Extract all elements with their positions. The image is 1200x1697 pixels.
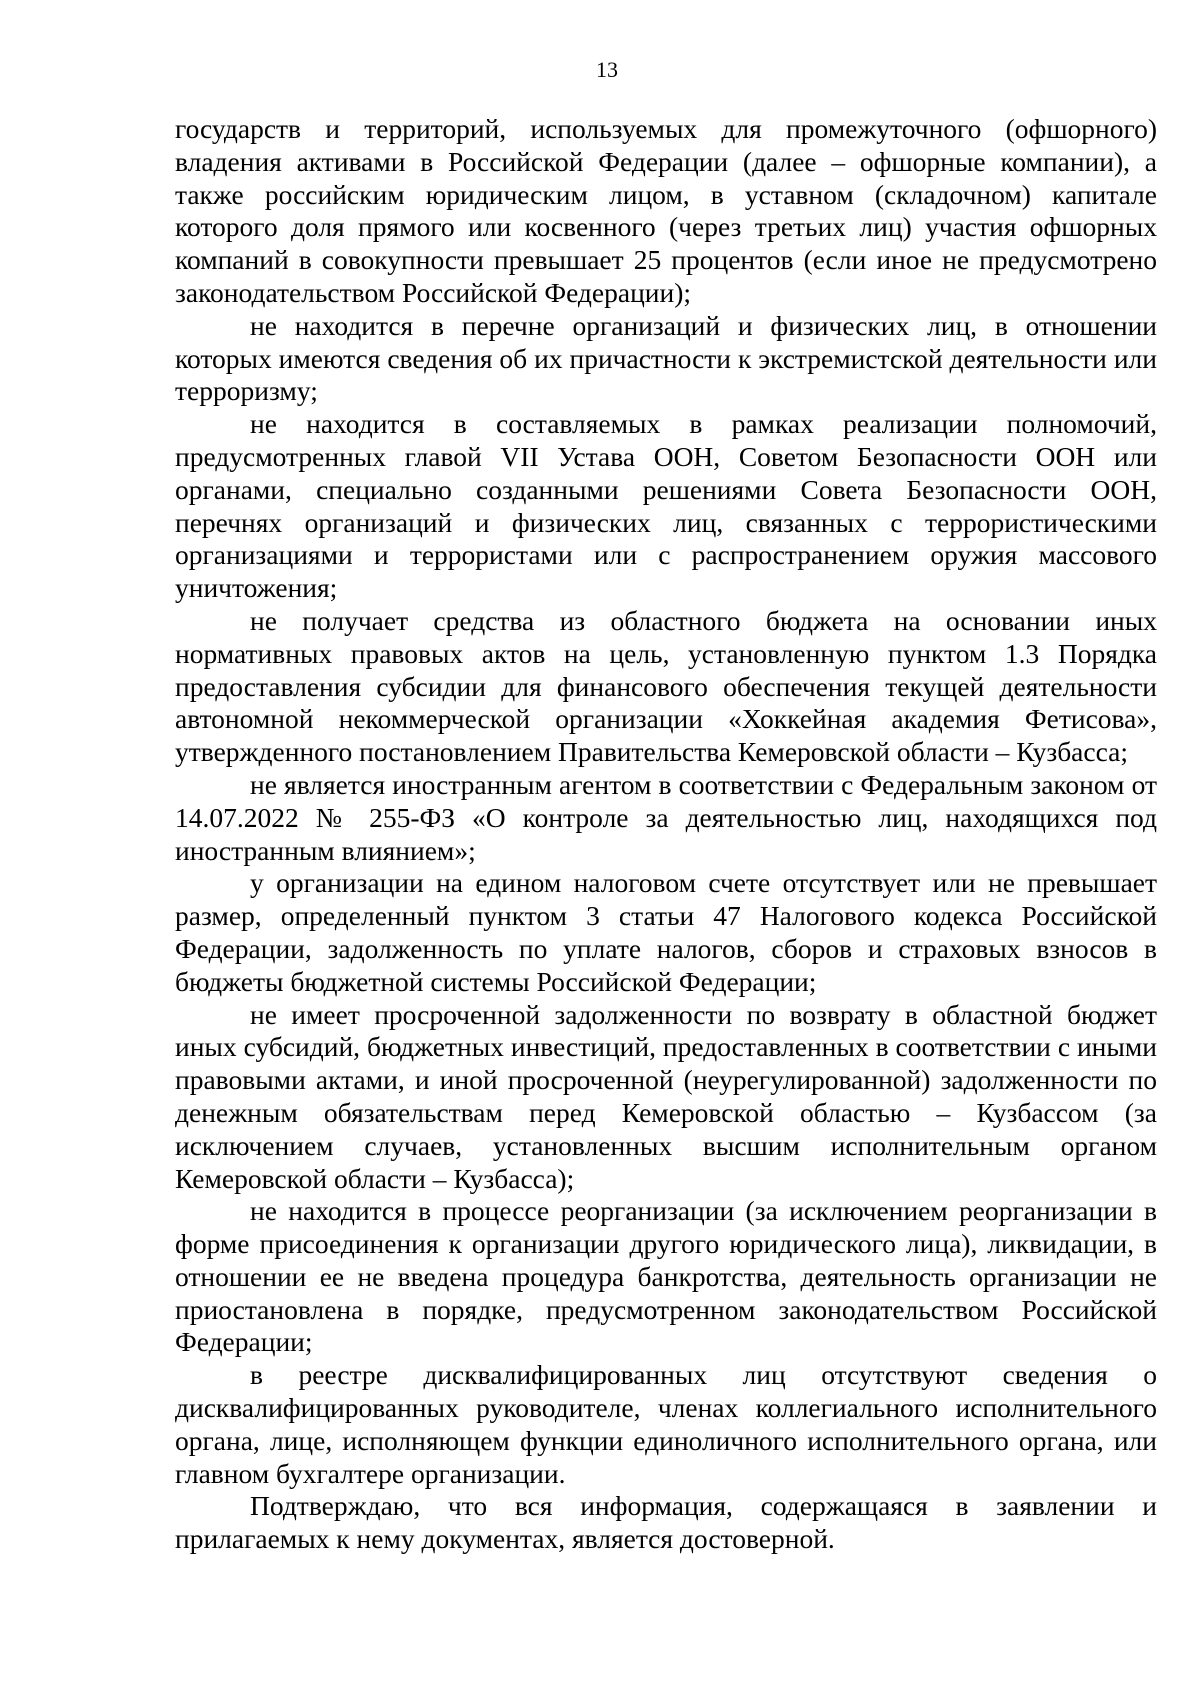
page-number: 13 <box>596 57 618 82</box>
paragraph-offshore-continuation: государств и территорий, используемых для промежуточного (офшорного) владения активами в Российской Федерации (далее – офшорные компании), а также российским юридическим лицом, в уставном (складочном) капитале которого доля прямого или косвенного (через третьих лиц) участия офшорных компаний в совокупности превышает 25 процентов (если иное не предусмотрено законодательством Российской Федерации); <box>175 113 1157 308</box>
paragraph-confirmation: Подтверждаю, что вся информация, содержащаяся в заявлении и прилагаемых к нему документах, является достоверной. <box>175 1490 1157 1555</box>
paragraph-overdue-debt: не имеет просроченной задолженности по возврату в областной бюджет иных субсидий, бюджетных инвестиций, предоставленных в соответствии с иными правовыми актами, и иной просроченной (неурегулированной) задолженности по денежным обязательствам перед Кемеровской областью – Кузбассом (за исключением случаев, установленных высшим исполнительным органом Кемеровской области – Кузбасса); <box>175 998 1157 1194</box>
paragraph-other-budget-funds: не получает средства из областного бюджета на основании иных нормативных правовых актов на цель, установленную пунктом 1.3 Порядка предоставления субсидии для финансового обеспечения текущей деятельности автономной некоммерческой организации «Хоккейная академия Фетисова», утвержденного постановлением Правительства Кемеровской области – Кузбасса; <box>175 604 1157 768</box>
paragraph-tax-debt: у организации на едином налоговом счете отсутствует или не превышает размер, определенный пунктом 3 статьи 47 Налогового кодекса Российской Федерации, задолженность по уплате налогов, сборов и страховых взносов в бюджеты бюджетной системы Российской Федерации; <box>175 867 1157 997</box>
paragraph-reorganization: не находится в процессе реорганизации (за исключением реорганизации в форме присоединения к организации другого юридического лица), ликвидации, в отношении ее не введена процедура банкротства, деятельность организации не приостановлена в порядке, предусмотренном законодательством Российской Федерации; <box>175 1195 1157 1358</box>
paragraph-foreign-agent: не является иностранным агентом в соответствии с Федеральным законом от 14.07.2022 № 255-ФЗ «О контроле за деятельностью лиц, находящихся под иностранным влиянием»; <box>175 768 1157 866</box>
document-body <box>175 113 1157 1556</box>
paragraph-un-sanctions-list: не находится в составляемых в рамках реализации полномочий, предусмотренных главой VII Устава ООН, Советом Безопасности ООН или органами, специально созданными решениями Совета Безопасности ООН, перечнях организаций и физических лиц, связанных с террористическими организациями и террористами или с распространением оружия массового уничтожения; <box>175 408 1157 604</box>
paragraph-disqualified-persons: в реестре дисквалифицированных лиц отсутствуют сведения о дисквалифицированных руководителе, членах коллегиального исполнительного органа, лице, исполняющем функции единоличного исполнительного органа, или главном бухгалтере организации. <box>175 1359 1157 1489</box>
paragraph-extremism-list: не находится в перечне организаций и физических лиц, в отношении которых имеются сведения об их причастности к экстремистской деятельности или терроризму; <box>175 309 1157 407</box>
